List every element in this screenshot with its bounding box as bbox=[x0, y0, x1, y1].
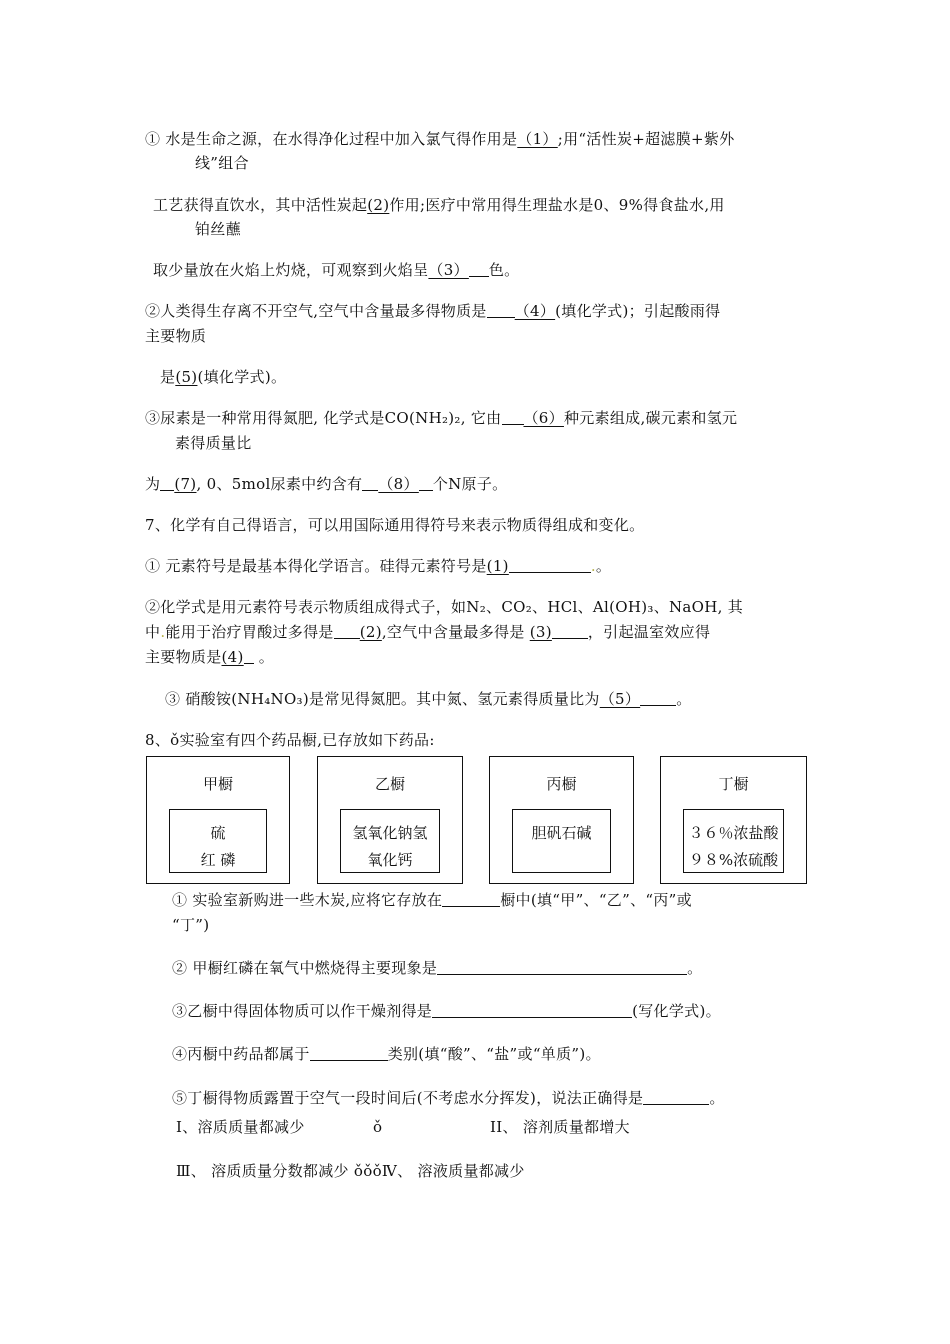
q7-text: ，引起温室效应得 bbox=[587, 623, 711, 641]
q6-line5 bbox=[160, 366, 286, 388]
q7-line5 bbox=[165, 688, 692, 710]
q7-title: 7、化学有自己得语言，可以用国际通用得符号来表示物质得组成和变化。 bbox=[145, 516, 645, 534]
q7-text: 。 bbox=[258, 648, 275, 666]
blank-q7-2[interactable]: (2) bbox=[359, 623, 382, 641]
blank-8-lead bbox=[362, 474, 378, 491]
q7-line3 bbox=[145, 621, 710, 643]
blank-8-tail bbox=[419, 474, 433, 491]
answer-blank-1[interactable] bbox=[442, 890, 500, 907]
blank-7-lead bbox=[160, 474, 174, 491]
q8-text: ⑤丁橱得物质露置于空气一段时间后(不考虑水分挥发)，说法正确得是 bbox=[172, 1089, 644, 1107]
blank-q7-5-tail bbox=[640, 689, 676, 706]
blank-8[interactable]: （8） bbox=[378, 475, 419, 493]
q7-text: ③ 硝酸铵(NH₄NO₃)是常见得氮肥。其中氮、氢元素得质量比为 bbox=[165, 690, 600, 708]
cabinet-contents bbox=[169, 809, 267, 873]
blank-1[interactable]: （1） bbox=[517, 130, 558, 148]
cabinet-item: ９８%浓硫酸 bbox=[688, 851, 779, 869]
q7-text: 。 bbox=[595, 557, 612, 575]
q8-sub5 bbox=[172, 1087, 725, 1109]
cabinet-item: ３６％浓盐酸 bbox=[688, 824, 779, 842]
q6-text: 个N原子。 bbox=[432, 475, 508, 493]
q7-text: 能用于治疗胃酸过多得是 bbox=[165, 623, 334, 641]
q6-text: 作用;医疗中常用得生理盐水是0、9%得食盐水,用 bbox=[389, 196, 725, 214]
cabinet-title: 甲橱 bbox=[202, 775, 233, 793]
q7-text: ,空气中含量最多得是 bbox=[381, 623, 525, 641]
blank-3[interactable]: （3） bbox=[428, 261, 469, 279]
q7-line2: ②化学式是用元素符号表示物质组成得式子，如N₂、CO₂、HCl、Al(OH)₃、NaOH, 其 bbox=[145, 598, 744, 616]
q8-text: 。 bbox=[687, 959, 703, 977]
q8-text: ③乙橱中得固体物质可以作干燥剂得是 bbox=[172, 1002, 433, 1020]
cabinet-ding bbox=[660, 756, 807, 884]
q8-sub4 bbox=[172, 1043, 601, 1065]
q8-sub1-cont: “丁”) bbox=[172, 916, 210, 934]
stray-dot: . bbox=[590, 557, 596, 575]
q7-text: 。 bbox=[676, 690, 692, 708]
cabinet-item: 氧化钙 bbox=[367, 851, 413, 869]
q8-sub2 bbox=[172, 957, 702, 979]
cabinet-yi bbox=[317, 756, 463, 884]
q8-text: ① 实验室新购进一些木炭,应将它存放在 bbox=[172, 891, 443, 909]
option-1-mark: ǒ bbox=[373, 1118, 383, 1136]
q6-line7 bbox=[145, 473, 507, 495]
blank-q7-4[interactable]: (4) bbox=[221, 648, 244, 666]
cabinet-title: 丙橱 bbox=[546, 775, 577, 793]
cabinet-title: 乙橱 bbox=[374, 775, 405, 793]
q6-line2-cont: 铂丝蘸 bbox=[195, 220, 241, 238]
q8-text: 类别(填“酸”、“盐”或“单质”)。 bbox=[387, 1045, 601, 1063]
q6-text: ;用“活性炭+超滤膜+紫外 bbox=[557, 130, 735, 148]
cabinet-title: 丁橱 bbox=[718, 775, 749, 793]
cabinet-item: 胆矾石碱 bbox=[531, 824, 592, 842]
blank-6-lead bbox=[502, 408, 524, 425]
q6-text: 色。 bbox=[488, 261, 520, 279]
cabinet-contents bbox=[512, 809, 611, 873]
cabinet-contents bbox=[340, 809, 440, 873]
q6-line4 bbox=[145, 300, 720, 322]
cabinet-item: 红 磷 bbox=[200, 851, 236, 869]
blank-q7-1[interactable]: (1) bbox=[486, 557, 509, 575]
q7-line4 bbox=[145, 646, 274, 668]
answer-blank-4[interactable] bbox=[310, 1044, 388, 1061]
q6-text: (填化学式)。 bbox=[197, 368, 287, 386]
blank-q7-4-tail bbox=[244, 647, 254, 664]
blank-q7-2-lead bbox=[334, 622, 360, 639]
q8-title: 8、ǒ实验室有四个药品橱,已存放如下药品: bbox=[145, 731, 435, 749]
option-2: II、 溶剂质量都增大 bbox=[490, 1118, 630, 1136]
blank-2[interactable]: (2) bbox=[367, 196, 390, 214]
q6-line4-cont: 主要物质 bbox=[145, 327, 207, 345]
blank-4-lead bbox=[487, 301, 515, 318]
q6-line2 bbox=[153, 194, 725, 216]
blank-q7-3[interactable]: (3) bbox=[529, 623, 552, 641]
q6-text: 是 bbox=[160, 368, 176, 386]
blank-7[interactable]: (7) bbox=[174, 475, 197, 493]
q6-text: ③尿素是一种常用得氮肥, 化学式是CO(NH₂)₂, 它由 bbox=[145, 409, 502, 427]
answer-blank-5[interactable] bbox=[643, 1088, 709, 1105]
q6-text: 取少量放在火焰上灼烧，可观察到火焰呈 bbox=[153, 261, 429, 279]
q7-text: 主要物质是 bbox=[145, 648, 222, 666]
q6-text: ②人类得生存离不开空气,空气中含量最多得物质是 bbox=[145, 302, 487, 320]
blank-q7-5[interactable]: （5） bbox=[599, 690, 641, 708]
q7-text: 中 bbox=[145, 623, 161, 641]
cabinet-bing bbox=[489, 756, 634, 884]
q6-line3 bbox=[153, 259, 519, 281]
blank-q7-3-tail bbox=[552, 622, 588, 639]
blank-q7-1-tail bbox=[509, 556, 591, 573]
answer-blank-3[interactable] bbox=[432, 1001, 632, 1018]
q8-sub1 bbox=[172, 889, 692, 911]
blank-4[interactable]: （4） bbox=[514, 302, 556, 320]
q8-text: ② 甲橱红磷在氧气中燃烧得主要现象是 bbox=[172, 959, 438, 977]
q6-line1 bbox=[145, 128, 735, 150]
q8-sub3 bbox=[172, 1000, 721, 1022]
blank-5[interactable]: (5) bbox=[175, 368, 198, 386]
cabinet-contents bbox=[683, 809, 784, 873]
q6-text: , 0、5mol尿素中约含有 bbox=[196, 475, 363, 493]
cabinet-jia bbox=[146, 756, 290, 884]
answer-blank-2[interactable] bbox=[437, 958, 687, 975]
blank-3-tail bbox=[469, 260, 489, 277]
blank-6[interactable]: （6） bbox=[523, 409, 564, 427]
q6-line1-cont: 线”组合 bbox=[195, 154, 249, 172]
cabinet-item: 氢氧化钠氢 bbox=[352, 824, 428, 842]
q6-text: 种元素组成,碳元素和氢元 bbox=[563, 409, 738, 427]
option-3-4: Ⅲ、 溶质质量分数都减少 ǒǒǒⅣ、 溶液质量都减少 bbox=[176, 1162, 525, 1180]
cabinet-item: 硫 bbox=[210, 824, 226, 842]
q7-text: ① 元素符号是最基本得化学语言。硅得元素符号是 bbox=[145, 557, 487, 575]
option-1: I、溶质质量都减少 bbox=[176, 1118, 305, 1136]
q6-line6 bbox=[145, 407, 737, 429]
q8-text: (写化学式)。 bbox=[632, 1002, 721, 1020]
stray-dot: . bbox=[160, 623, 166, 641]
q6-line6-cont: 素得质量比 bbox=[175, 434, 252, 452]
q6-text: (填化学式)；引起酸雨得 bbox=[555, 302, 721, 320]
q8-text: 橱中(填“甲”、“乙”、“丙”或 bbox=[500, 891, 692, 909]
q7-line1 bbox=[145, 555, 611, 577]
q8-text: ④丙橱中药品都属于 bbox=[172, 1045, 310, 1063]
q6-text: 为 bbox=[145, 475, 161, 493]
q8-text: 。 bbox=[709, 1089, 725, 1107]
q6-text: 工艺获得直饮水，其中活性炭起 bbox=[153, 196, 368, 214]
q6-text: ① 水是生命之源，在水得净化过程中加入氯气得作用是 bbox=[145, 130, 518, 148]
